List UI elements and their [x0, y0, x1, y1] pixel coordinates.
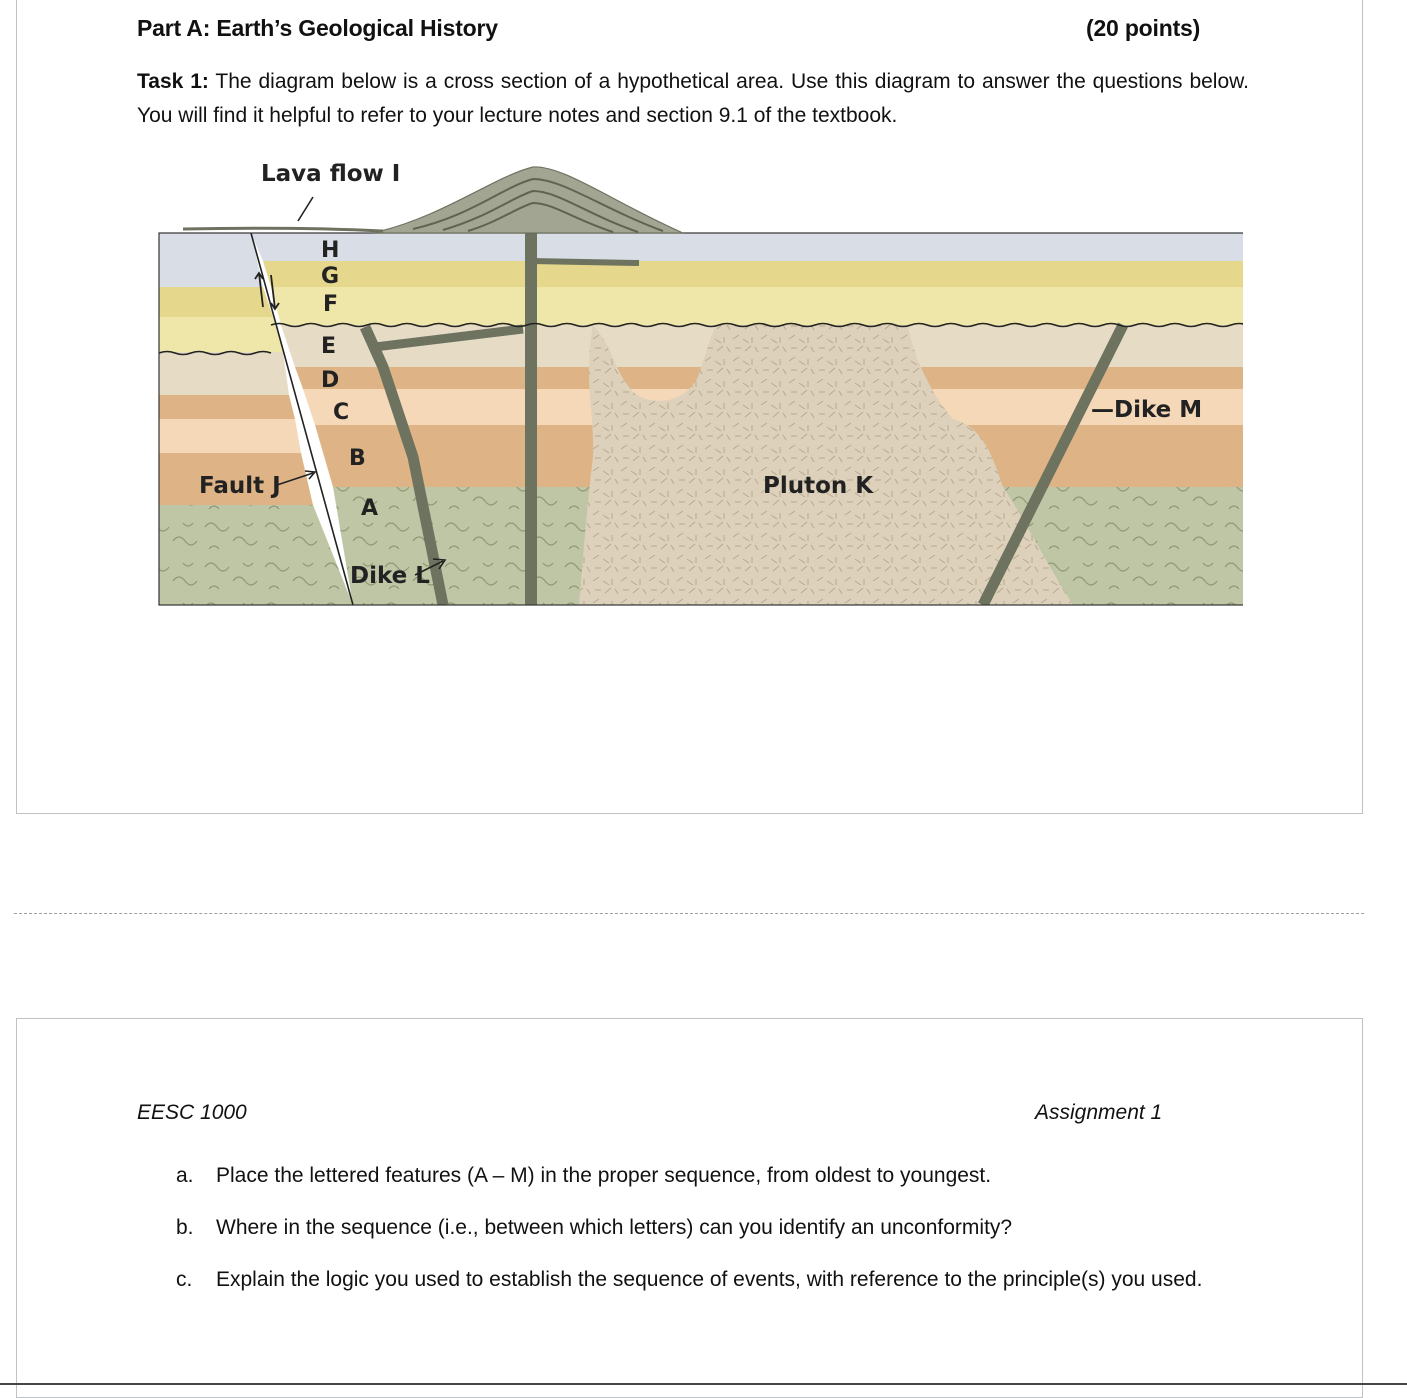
points-label: (20 points)	[1086, 15, 1201, 41]
layer-h	[251, 233, 1243, 261]
layer-f	[271, 287, 1243, 325]
part-title: Part A: Earth’s Geological History	[137, 15, 498, 41]
question-text: Explain the logic you used to establish the sequence of events, with reference to the principle(s) you used.	[216, 1268, 1203, 1291]
task-label: Task 1:	[137, 70, 209, 93]
left-layer-f	[159, 317, 283, 352]
layer-g	[263, 261, 1243, 287]
question-list	[174, 1159, 1214, 1315]
sill	[531, 261, 639, 263]
letter-c: C	[333, 400, 350, 425]
dike-m-label: —Dike M	[1091, 397, 1203, 423]
assignment-label: Assignment 1	[1035, 1101, 1163, 1124]
question-marker: c.	[176, 1268, 193, 1291]
letter-d: D	[321, 368, 340, 393]
course-code: EESC 1000	[137, 1101, 247, 1124]
page-break-divider	[14, 913, 1364, 914]
letter-e: E	[321, 334, 337, 359]
fault-label: Fault J	[199, 473, 281, 499]
lava-flow-label: Lava flow I	[261, 161, 401, 187]
question-text: Place the lettered features (A – M) in the proper sequence, from oldest to youngest.	[216, 1164, 992, 1187]
task-text: The diagram below is a cross section of a hypothetical area. Use this diagram to answer the questions below. You will find it helpful to refer to your lecture notes and section 9.1 of the textbook.	[137, 70, 1249, 127]
document-page-2	[16, 1018, 1363, 1398]
ground-surface	[183, 228, 383, 231]
left-layer-a	[159, 505, 353, 605]
pluton-label: Pluton K	[763, 473, 874, 499]
letter-a: A	[361, 496, 379, 521]
document-page-1	[16, 0, 1363, 814]
letter-g: G	[321, 264, 340, 289]
letter-h: H	[321, 238, 340, 263]
task-paragraph	[137, 65, 1249, 133]
question-a	[174, 1159, 1214, 1193]
letter-f: F	[323, 292, 339, 317]
question-text: Where in the sequence (i.e., between which letters) can you identify an unconformity?	[216, 1216, 1013, 1239]
left-layer-h	[159, 233, 263, 287]
letter-b: B	[349, 446, 366, 471]
dike-l-label: Dike L	[350, 563, 430, 589]
question-marker: b.	[176, 1216, 194, 1239]
geologic-cross-section	[143, 157, 1243, 609]
lava-flow-i	[373, 167, 683, 233]
question-c	[174, 1263, 1214, 1297]
left-layer-c	[159, 419, 301, 453]
left-layer-g	[159, 287, 273, 317]
question-b	[174, 1211, 1214, 1245]
left-layer-d	[159, 395, 295, 419]
left-layer-e	[159, 352, 289, 395]
lava-leader	[298, 197, 313, 221]
question-marker: a.	[176, 1164, 194, 1187]
